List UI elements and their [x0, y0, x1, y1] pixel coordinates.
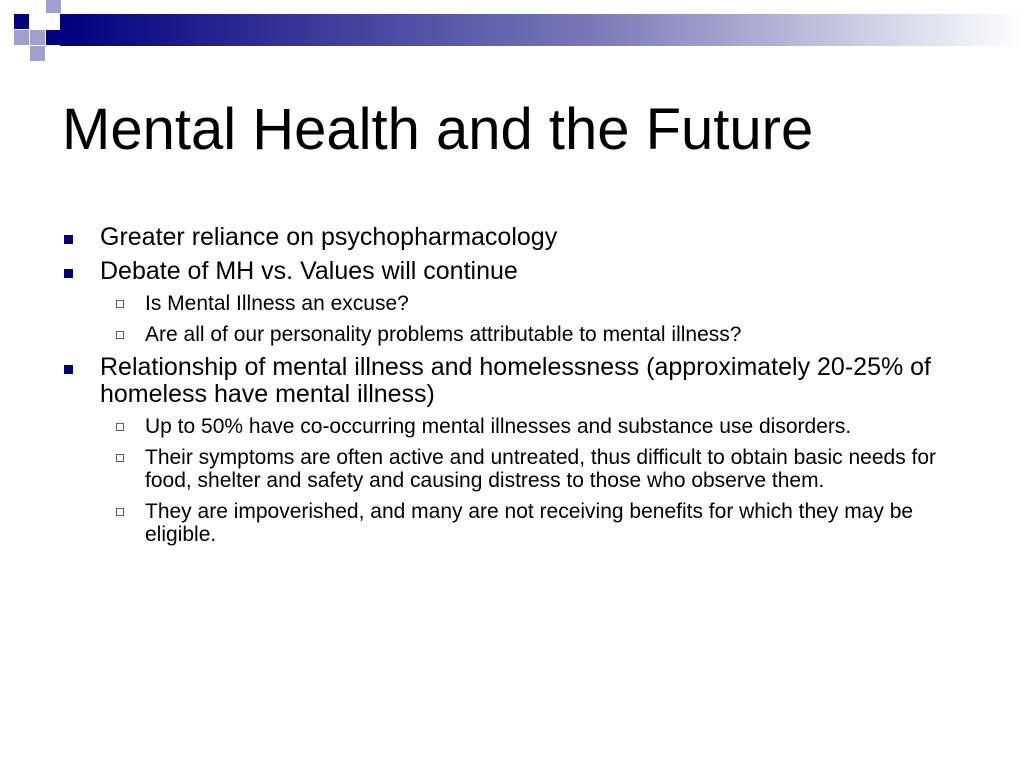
bullet-text: Relationship of mental illness and homelessness (approximately 20-25% of homeless have mental illness) [100, 353, 931, 408]
sub-bullet-item [62, 446, 962, 492]
sub-bullet-item [62, 500, 962, 546]
bullet-text: Greater reliance on psychopharmacology [100, 223, 558, 251]
slide-title: Mental Health and the Future [62, 97, 814, 162]
hollow-square-bullet-icon [116, 508, 124, 516]
hollow-square-bullet-icon [116, 300, 124, 308]
sub-bullet-text: Is Mental Illness an excuse? [145, 292, 409, 315]
hollow-square-bullet-icon [116, 331, 124, 339]
square-bullet-icon [64, 235, 73, 244]
sub-bullet-text: Are all of our personality problems attributable to mental illness? [145, 323, 742, 346]
deco-square-dark [46, 30, 61, 45]
bullet-item [62, 258, 962, 285]
deco-square-light [30, 30, 45, 45]
deco-square-light [14, 30, 29, 45]
sub-bullet-text: They are impoverished, and many are not receiving benefits for which they may be eligible. [145, 500, 914, 546]
sub-bullet-item [62, 323, 962, 346]
deco-square-light [46, 0, 61, 13]
bullet-item [62, 354, 962, 408]
gradient-band [60, 14, 1024, 46]
bullet-item [62, 224, 962, 251]
sub-bullet-item [62, 415, 962, 438]
bullet-text: Debate of MH vs. Values will continue [100, 257, 518, 285]
square-bullet-icon [64, 365, 73, 374]
hollow-square-bullet-icon [116, 423, 124, 431]
deco-square-light [30, 46, 45, 61]
bullet-list [62, 224, 962, 554]
square-bullet-icon [64, 269, 73, 278]
sub-bullet-item [62, 292, 962, 315]
deco-square-dark [14, 14, 29, 29]
header-gradient-decoration [0, 0, 1024, 64]
sub-bullet-text: Up to 50% have co-occurring mental illnesses and substance use disorders. [145, 415, 852, 438]
hollow-square-bullet-icon [116, 454, 124, 462]
sub-bullet-text: Their symptoms are often active and untreated, thus difficult to obtain basic needs for food, shelter and safety and causing distress to those who observe them. [145, 446, 937, 492]
